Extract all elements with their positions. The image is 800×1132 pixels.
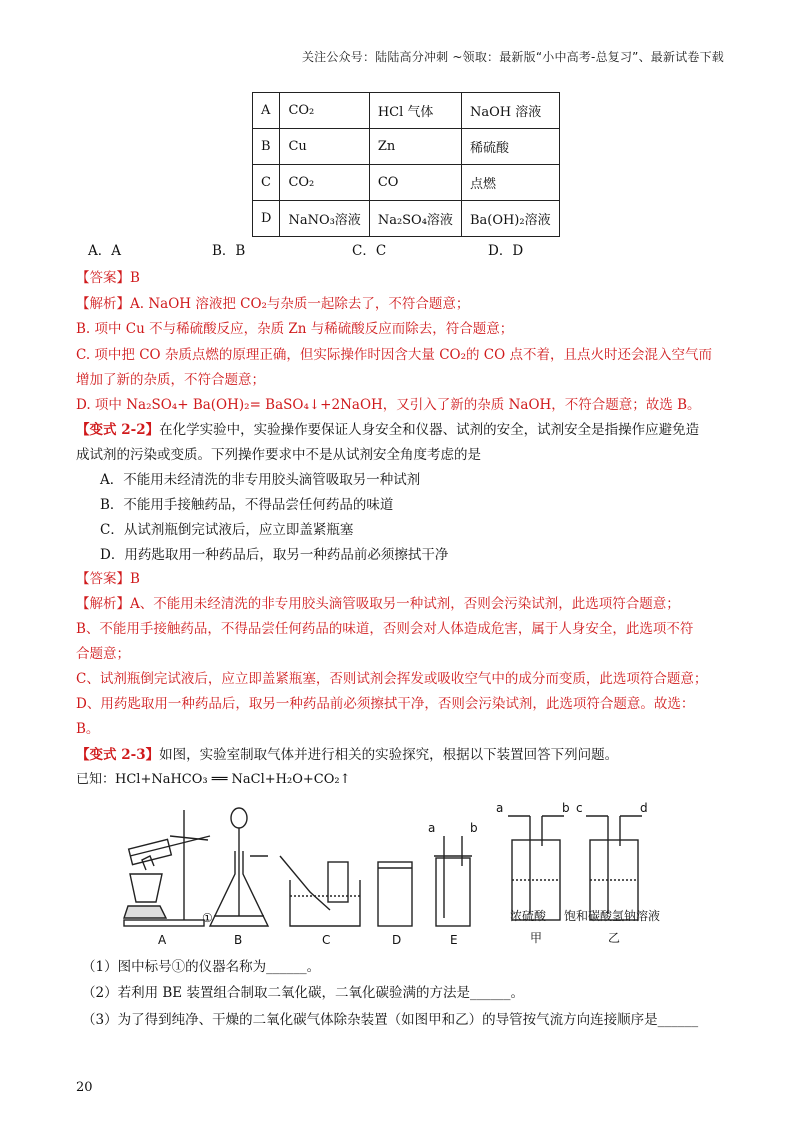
sub-question-1: （1）图中标号①的仪器名称为______。 (82, 959, 321, 975)
table-cell: B (253, 129, 280, 165)
table-cell: D (253, 201, 280, 237)
table-cell: NaNO₃溶液 (280, 201, 369, 237)
question-2-stem-cont: 成试剂的污染或变质。下列操作要求中不是从试剂安全角度考虑的是 (76, 447, 481, 463)
apparatus-a (124, 810, 210, 926)
table-cell: Ba(OH)₂溶液 (461, 201, 559, 237)
choice-b: B．B (212, 243, 246, 259)
label-c-tube: c (576, 801, 583, 815)
question-3-tag: 【变式 2-3】 (76, 747, 160, 763)
question-2-option-c: C．从试剂瓶倒完试液后，应立即盖紧瓶塞 (100, 522, 354, 538)
answer-2: 【答案】B (76, 571, 140, 587)
table-cell: A (253, 93, 280, 129)
apparatus-d (378, 862, 412, 926)
apparatus-c (280, 856, 360, 926)
label-jia: 甲 (530, 931, 543, 945)
options-table (252, 92, 560, 237)
answer-1: 【答案】B (76, 270, 140, 286)
label-b: B (234, 933, 243, 947)
page-header: 关注公众号：陆陆高分冲刺 ~领取：最新版“小中高考-总复习”、最新试卷下载 (301, 50, 724, 64)
label-c: C (322, 933, 331, 947)
sub-question-3: （3）为了得到纯净、干燥的二氧化碳气体除杂装置（如图甲和乙）的导管按气流方向连接顺序是______ (82, 1012, 699, 1028)
table-cell: 点燃 (461, 165, 559, 201)
question-3-stem (76, 745, 618, 765)
question-2-option-b: B．不能用手接触药品，不得品尝任何药品的味道 (100, 497, 394, 513)
explanation-2-line: 【解析】A、不能用未经清洗的非专用胶头滴管吸取另一种试剂，否则会污染试剂，此选项符合题意； (76, 596, 680, 612)
table-cell: NaOH 溶液 (461, 93, 559, 129)
explanation-2-line: B、不能用手接触药品，不得品尝任何药品的味道，否则会对人体造成危害，属于人身安全，此选项不符 (76, 621, 694, 637)
table-row (253, 165, 560, 201)
label-d: D (392, 933, 402, 947)
table-cell: HCl 气体 (369, 93, 461, 129)
choice-a: A．A (88, 243, 121, 259)
label-d-tube: d (640, 801, 648, 815)
explanation-2-line: 合题意； (76, 646, 130, 662)
label-yi: 乙 (608, 931, 621, 945)
table-cell: Na₂SO₄溶液 (369, 201, 461, 237)
table-row (253, 93, 560, 129)
label-e: E (450, 933, 458, 947)
question-2-tag: 【变式 2-2】 (76, 422, 160, 438)
question-2-stem (76, 420, 699, 440)
explanation-1-line: C. 项中把 CO 杂质点燃的原理正确，但实际操作时因含大量 CO₂的 CO 点不着，且点火时还会混入空气而 (76, 347, 712, 363)
explanation-2-line: D、用药匙取用一种药品后，取另一种药品前必须擦拭干净，否则会污染试剂，此选项符合题意。故选： (76, 696, 695, 712)
table-cell: CO₂ (280, 93, 369, 129)
explanation-1-line: B. 项中 Cu 不与稀硫酸反应，杂质 Zn 与稀硫酸反应而除去，符合题意； (76, 321, 514, 337)
apparatus-b (210, 808, 268, 926)
page-number: 20 (76, 1080, 93, 1095)
table-row (253, 201, 560, 237)
table-cell: Zn (369, 129, 461, 165)
question-3-text: 如图，实验室制取气体并进行相关的实验探究，根据以下装置回答下列问题。 (159, 747, 619, 763)
explanation-1-line: 【解析】A. NaOH 溶液把 CO₂与杂质一起除去了，不符合题意； (76, 296, 470, 312)
table-cell: C (253, 165, 280, 201)
table-cell: CO₂ (280, 165, 369, 201)
table-cell: CO (369, 165, 461, 201)
table-cell: Cu (280, 129, 369, 165)
sub-question-2: （2）若利用 BE 装置组合制取二氧化碳，二氧化碳验满的方法是______。 (82, 985, 524, 1001)
table-cell: 稀硫酸 (461, 129, 559, 165)
label-b-tube: b (562, 801, 570, 815)
apparatus-yi (586, 816, 642, 920)
jia-liquid: 浓硫酸 (510, 909, 547, 923)
choice-d: D．D (488, 243, 524, 259)
apparatus-jia (508, 816, 564, 920)
explanation-1-line: 增加了新的杂质，不符合题意； (76, 372, 265, 388)
label-a-tube: a (496, 801, 504, 815)
known-equation: 已知：HCl+NaHCO₃ ══ NaCl+H₂O+CO₂↑ (76, 772, 351, 787)
apparatus-e (434, 836, 472, 926)
label-b-tube: b (470, 821, 478, 835)
yi-liquid: 饱和碳酸氢钠溶液 (564, 909, 661, 923)
explanation-1-line: D. 项中 Na₂SO₄+ Ba(OH)₂= BaSO₄↓+2NaOH，又引入了新的杂质 NaOH，不符合题意；故选 B。 (76, 397, 701, 413)
question-2-option-d: D．用药匙取用一种药品后，取另一种药品前必须擦拭干净 (100, 547, 449, 563)
explanation-2-line: B。 (76, 721, 100, 737)
label-circle-1: ① (202, 911, 213, 925)
explanation-2-line: C、试剂瓶倒完试液后，应立即盖紧瓶塞，否则试剂会挥发或吸收空气中的成分而变质，此选项符合题意； (76, 671, 708, 687)
apparatus-figure (110, 796, 690, 950)
table-row (253, 129, 560, 165)
label-a: A (158, 933, 167, 947)
question-2-option-a: A．不能用未经清洗的非专用胶头滴管吸取另一种试剂 (100, 472, 421, 488)
label-a-tube: a (428, 821, 436, 835)
choice-c: C．C (352, 243, 387, 259)
question-2-text: 在化学实验中，实验操作要保证人身安全和仪器、试剂的安全，试剂安全是指操作应避免造 (159, 422, 700, 438)
